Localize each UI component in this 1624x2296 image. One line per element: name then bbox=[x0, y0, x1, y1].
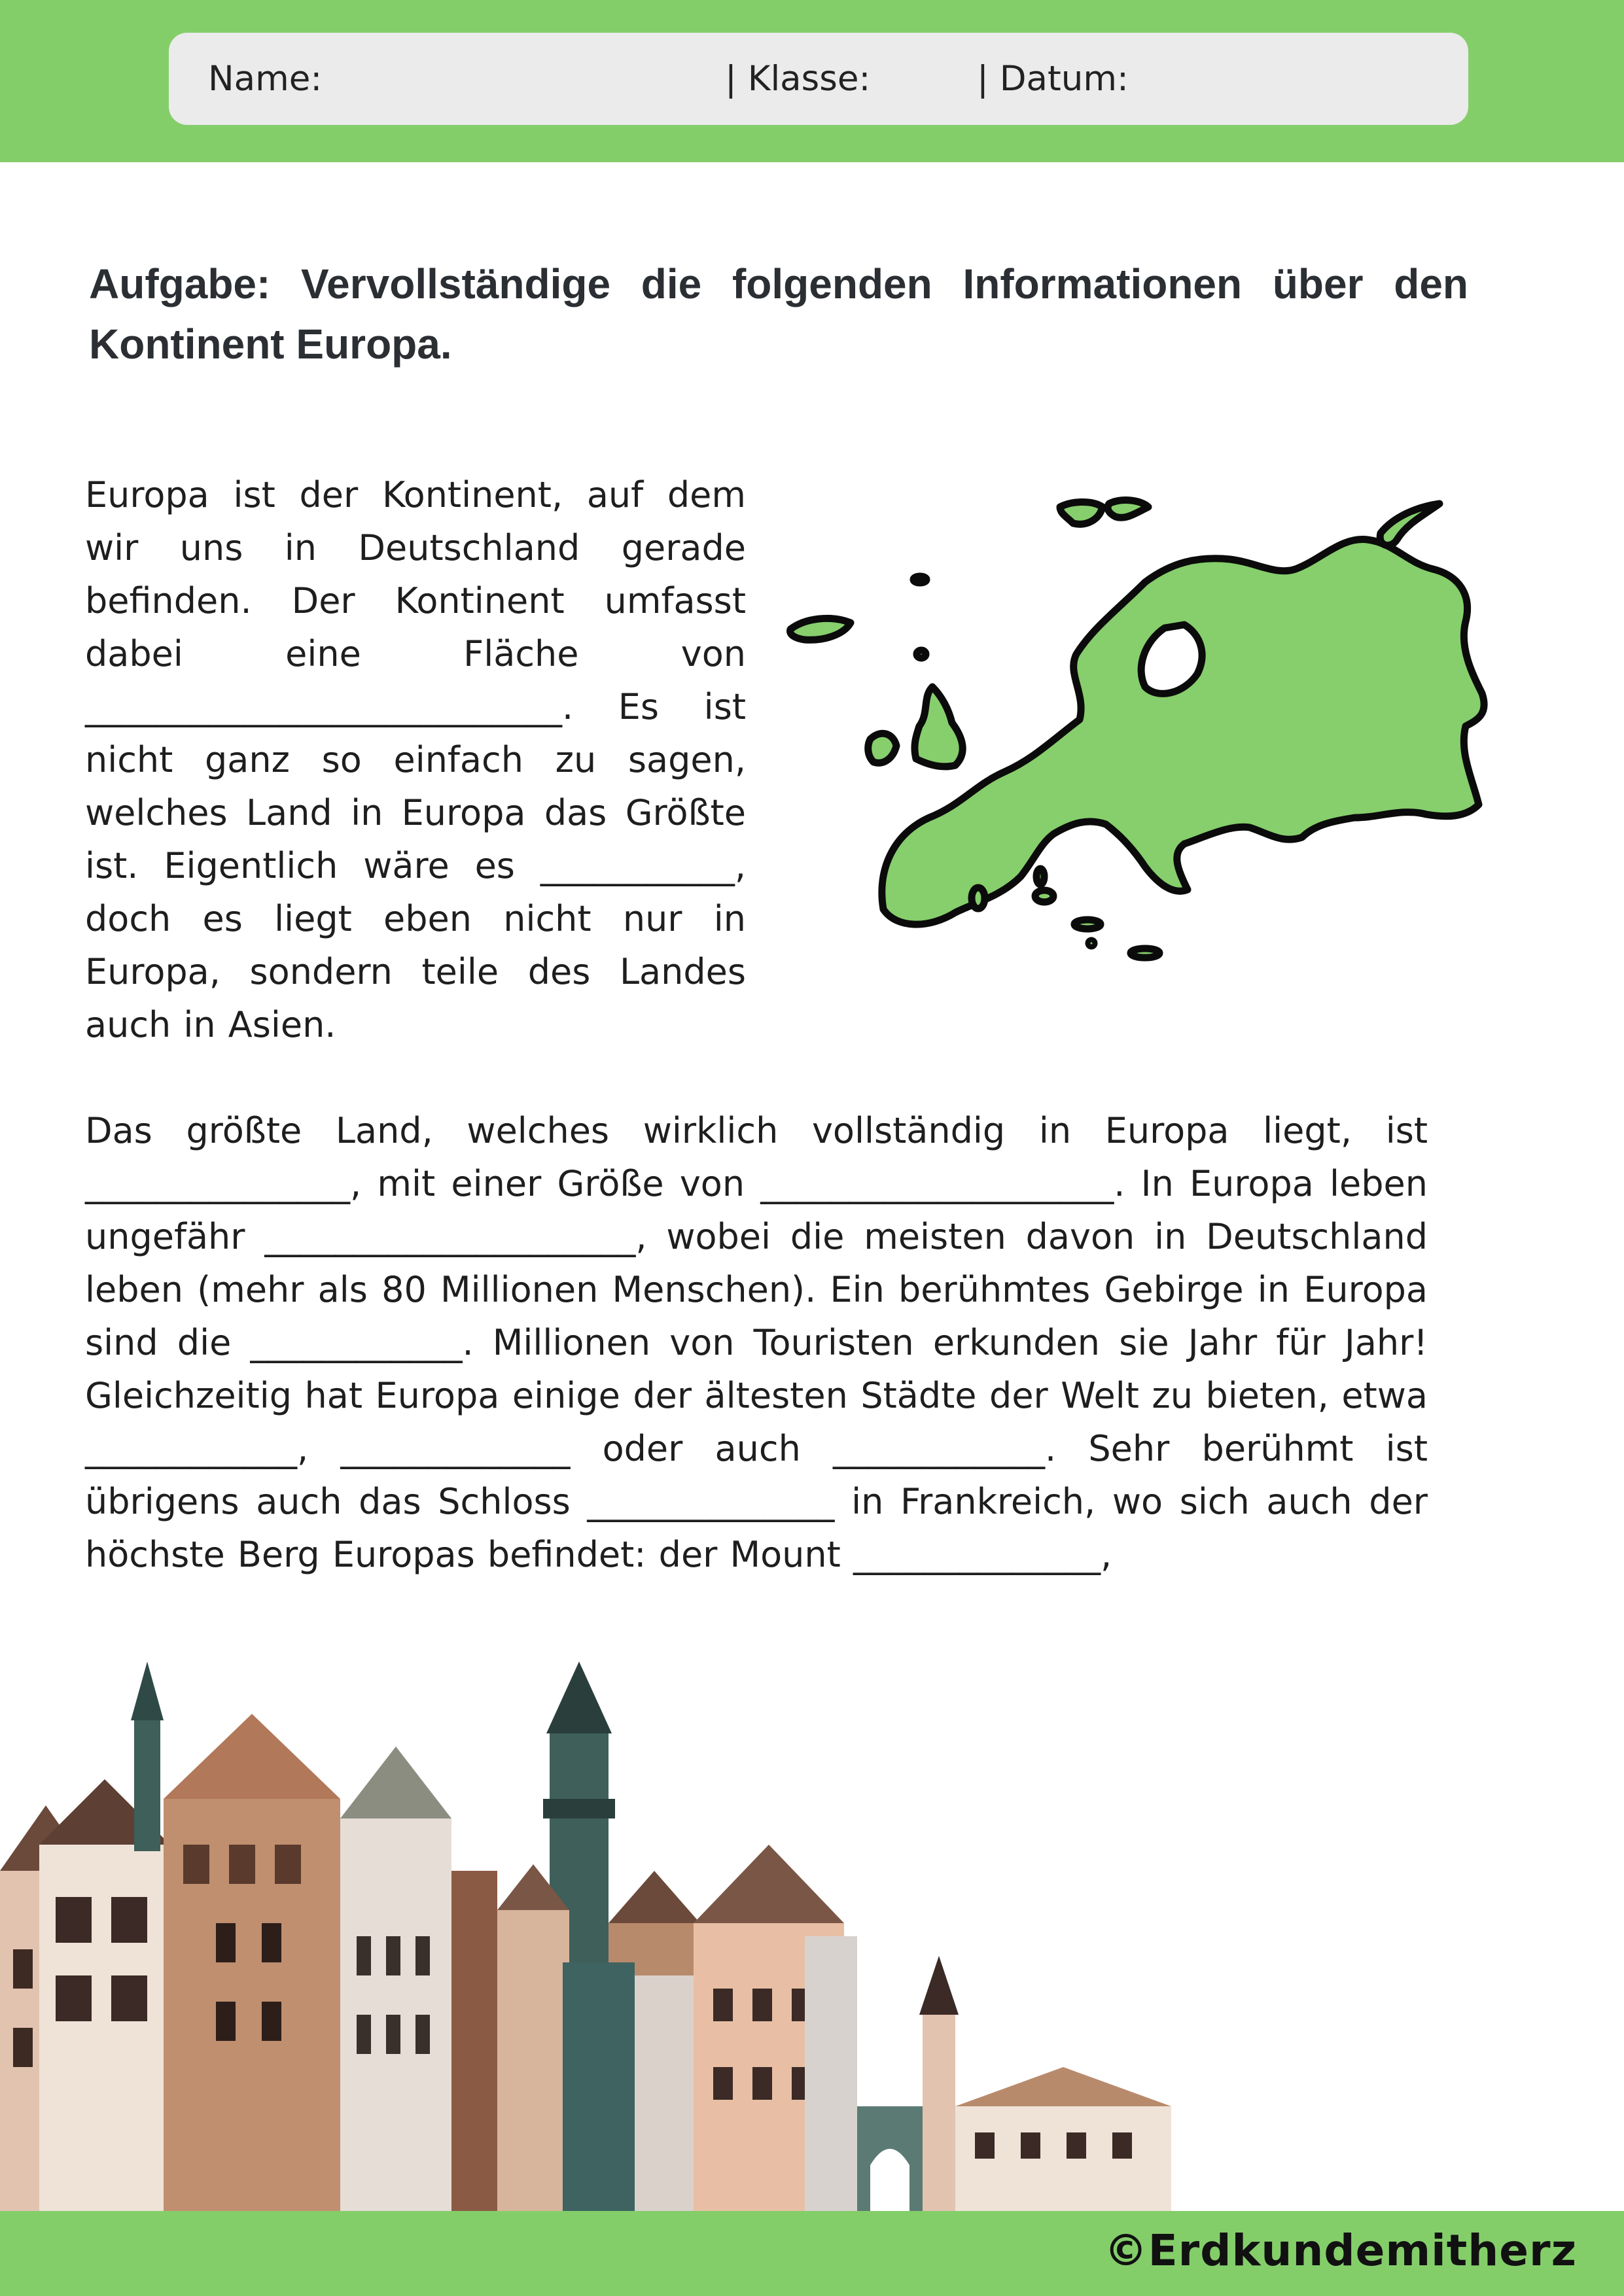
task-instruction: Aufgabe: Vervollständige die folgenden Informationen über den Kontinent Europa. bbox=[89, 260, 1468, 368]
date-label: | Datum: bbox=[977, 59, 1129, 99]
europe-map-illustration bbox=[779, 478, 1505, 981]
header-band bbox=[0, 0, 1624, 162]
class-label: | Klasse: bbox=[725, 59, 871, 99]
paragraph-2: Das größte Land, welches wirklich vollständig in Europa liegt, ist _______________, mit einer Größe von ____________________. In Europa leben ungefähr _____________________, wobei die meisten davon in Deutschland leben (mehr als 80 Millionen Menschen). Ein berühmtes Gebirge in Europa sind die ____________. Millionen von Touristen erkunden sie Jahr für Jahr! Gleichzeitig hat Europa einige der ältesten Städte der Welt zu bieten, etwa ____________, _____________ oder auch ____________. Sehr berühmt ist übrigens auch das Schloss ______________ in Frankreich, wo sich auch der höchste Berg Europas befindet: der Mount ______________, bbox=[85, 1110, 1428, 1575]
name-class-date-bar bbox=[169, 33, 1468, 125]
paragraph-1: Europa ist der Kontinent, auf dem wir uns in Deutschland gerade befinden. Der Kontinent umfasst dabei eine Fläche von ___________________________. Es ist nicht ganz so einfach zu sagen, welches Land in Europa das Größte ist. Eigentlich wäre es ___________, doch es liegt eben nicht nur in Europa, sondern teile des Landes auch in Asien. bbox=[85, 474, 746, 1045]
name-label: Name: bbox=[208, 59, 323, 99]
footer-band bbox=[0, 2211, 1624, 2296]
old-town-buildings-illustration bbox=[0, 1648, 1171, 2211]
copyright-text: ©Erdkundemitherz bbox=[1104, 2225, 1577, 2276]
